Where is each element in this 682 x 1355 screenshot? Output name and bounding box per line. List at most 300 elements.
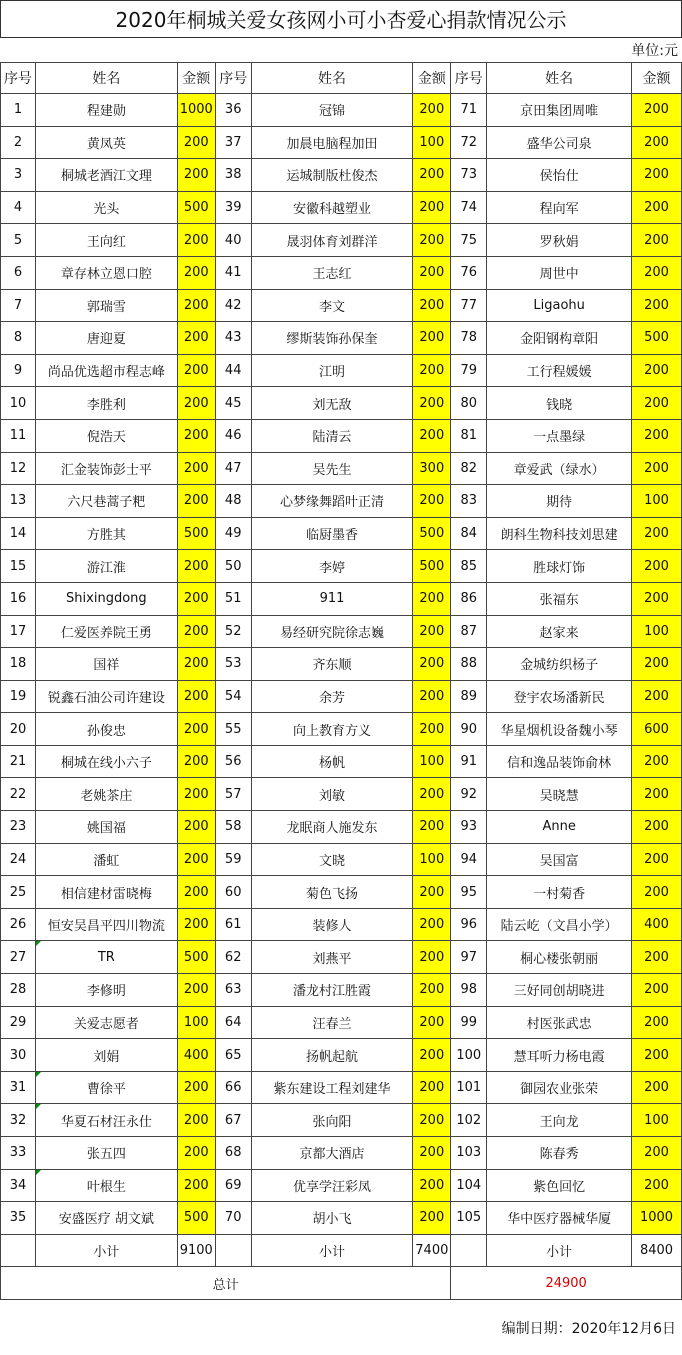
serial-cell: 15 bbox=[1, 550, 36, 583]
serial-cell: 38 bbox=[215, 159, 251, 192]
amount-cell: 200 bbox=[177, 615, 215, 648]
amount-cell: 1000 bbox=[632, 1202, 682, 1235]
name-cell: 三好同创胡晓进 bbox=[487, 974, 632, 1007]
table-row bbox=[1, 126, 682, 159]
serial-cell: 25 bbox=[1, 876, 36, 909]
amount-cell: 200 bbox=[632, 974, 682, 1007]
serial-cell: 80 bbox=[451, 387, 487, 420]
amount-cell: 200 bbox=[632, 354, 682, 387]
name-cell: 孙俊忠 bbox=[35, 713, 177, 746]
serial-cell: 34 bbox=[1, 1169, 36, 1202]
blank-cell bbox=[1, 1234, 36, 1267]
serial-cell: 59 bbox=[215, 843, 251, 876]
name-cell: 罗秋娟 bbox=[487, 224, 632, 257]
name-cell: Anne bbox=[487, 811, 632, 844]
table-row bbox=[1, 778, 682, 811]
column-header: 姓名 bbox=[35, 63, 177, 94]
amount-cell: 200 bbox=[177, 1169, 215, 1202]
serial-cell: 84 bbox=[451, 517, 487, 550]
amount-cell: 200 bbox=[177, 876, 215, 909]
amount-cell: 200 bbox=[413, 1137, 451, 1170]
name-cell: 唐迎夏 bbox=[35, 322, 177, 355]
amount-cell: 200 bbox=[632, 778, 682, 811]
name-cell: 金城纺织杨子 bbox=[487, 648, 632, 681]
column-header: 序号 bbox=[215, 63, 251, 94]
table-row bbox=[1, 876, 682, 909]
table-row bbox=[1, 485, 682, 518]
name-cell: 曹徐平 bbox=[35, 1071, 177, 1104]
serial-cell: 51 bbox=[215, 582, 251, 615]
serial-cell: 30 bbox=[1, 1039, 36, 1072]
amount-cell: 100 bbox=[632, 485, 682, 518]
amount-cell: 200 bbox=[632, 94, 682, 127]
name-cell: 信和逸品装饰俞林 bbox=[487, 745, 632, 778]
serial-cell: 99 bbox=[451, 1006, 487, 1039]
name-cell: 黄凤英 bbox=[35, 126, 177, 159]
table-row bbox=[1, 354, 682, 387]
name-cell: 临厨墨香 bbox=[251, 517, 413, 550]
amount-cell: 200 bbox=[632, 191, 682, 224]
serial-cell: 96 bbox=[451, 908, 487, 941]
name-cell: 金阳钢构章阳 bbox=[487, 322, 632, 355]
serial-cell: 45 bbox=[215, 387, 251, 420]
name-cell: 潘龙村江胜霞 bbox=[251, 974, 413, 1007]
name-cell: 张向阳 bbox=[251, 1104, 413, 1137]
amount-cell: 200 bbox=[177, 419, 215, 452]
table-row bbox=[1, 713, 682, 746]
name-cell: 冠锦 bbox=[251, 94, 413, 127]
serial-cell: 11 bbox=[1, 419, 36, 452]
amount-cell: 200 bbox=[413, 94, 451, 127]
name-cell: 六尺巷蒿子粑 bbox=[35, 485, 177, 518]
name-cell: 登宇农场潘新民 bbox=[487, 680, 632, 713]
name-cell: 一村菊香 bbox=[487, 876, 632, 909]
column-header: 姓名 bbox=[487, 63, 632, 94]
total-label: 总计 bbox=[1, 1267, 451, 1300]
table-row bbox=[1, 745, 682, 778]
amount-cell: 200 bbox=[177, 1104, 215, 1137]
name-cell: 御园农业张荣 bbox=[487, 1071, 632, 1104]
total-value: 24900 bbox=[451, 1267, 682, 1300]
name-cell: 老姚茶庄 bbox=[35, 778, 177, 811]
name-cell: Ligaohu bbox=[487, 289, 632, 322]
table-row bbox=[1, 191, 682, 224]
name-cell: 加晨电脑程加田 bbox=[251, 126, 413, 159]
serial-cell: 105 bbox=[451, 1202, 487, 1235]
subtotal-label: 小计 bbox=[251, 1234, 413, 1267]
serial-cell: 69 bbox=[215, 1169, 251, 1202]
name-cell: 郭瑞雪 bbox=[35, 289, 177, 322]
name-cell: 陈春秀 bbox=[487, 1137, 632, 1170]
serial-cell: 83 bbox=[451, 485, 487, 518]
comment-marker-icon bbox=[36, 941, 41, 946]
serial-cell: 22 bbox=[1, 778, 36, 811]
name-cell: 张五四 bbox=[35, 1137, 177, 1170]
amount-cell: 200 bbox=[413, 289, 451, 322]
amount-cell: 200 bbox=[413, 582, 451, 615]
name-cell: 安徽科越塑业 bbox=[251, 191, 413, 224]
name-cell: 紫东建设工程刘建华 bbox=[251, 1071, 413, 1104]
amount-cell: 100 bbox=[413, 745, 451, 778]
serial-cell: 21 bbox=[1, 745, 36, 778]
amount-cell: 200 bbox=[632, 159, 682, 192]
name-cell: 慧耳听力杨电霞 bbox=[487, 1039, 632, 1072]
name-cell: 陆清云 bbox=[251, 419, 413, 452]
subtotal-label: 小计 bbox=[487, 1234, 632, 1267]
column-header: 序号 bbox=[1, 63, 36, 94]
name-cell: 扬帆起航 bbox=[251, 1039, 413, 1072]
name-cell: Shixingdong bbox=[35, 582, 177, 615]
compile-date: 编制日期：2020年12月6日 bbox=[501, 1321, 676, 1337]
serial-cell: 53 bbox=[215, 648, 251, 681]
amount-cell: 200 bbox=[632, 550, 682, 583]
serial-cell: 67 bbox=[215, 1104, 251, 1137]
serial-cell: 62 bbox=[215, 941, 251, 974]
amount-cell: 200 bbox=[632, 256, 682, 289]
serial-cell: 85 bbox=[451, 550, 487, 583]
serial-cell: 36 bbox=[215, 94, 251, 127]
name-cell: 胜球灯饰 bbox=[487, 550, 632, 583]
amount-cell: 200 bbox=[413, 1169, 451, 1202]
name-cell: 易经研究院徐志巍 bbox=[251, 615, 413, 648]
amount-cell: 200 bbox=[413, 322, 451, 355]
name-cell: 倪浩天 bbox=[35, 419, 177, 452]
amount-cell: 200 bbox=[177, 322, 215, 355]
amount-cell: 200 bbox=[413, 811, 451, 844]
amount-cell: 200 bbox=[177, 1071, 215, 1104]
name-cell: 刘娟 bbox=[35, 1039, 177, 1072]
amount-cell: 200 bbox=[413, 159, 451, 192]
amount-cell: 200 bbox=[177, 289, 215, 322]
serial-cell: 94 bbox=[451, 843, 487, 876]
serial-cell: 41 bbox=[215, 256, 251, 289]
amount-cell: 200 bbox=[413, 974, 451, 1007]
name-cell: 桐心楼张朝丽 bbox=[487, 941, 632, 974]
serial-cell: 95 bbox=[451, 876, 487, 909]
serial-cell: 4 bbox=[1, 191, 36, 224]
serial-cell: 104 bbox=[451, 1169, 487, 1202]
serial-cell: 89 bbox=[451, 680, 487, 713]
serial-cell: 86 bbox=[451, 582, 487, 615]
amount-cell: 200 bbox=[413, 419, 451, 452]
header-row bbox=[1, 63, 682, 94]
amount-cell: 500 bbox=[177, 941, 215, 974]
serial-cell: 77 bbox=[451, 289, 487, 322]
name-cell: 心梦缘舞蹈叶正清 bbox=[251, 485, 413, 518]
amount-cell: 200 bbox=[413, 1006, 451, 1039]
subtotal-label: 小计 bbox=[35, 1234, 177, 1267]
subtotal-row bbox=[1, 1234, 682, 1267]
amount-cell: 200 bbox=[177, 582, 215, 615]
name-cell: 光头 bbox=[35, 191, 177, 224]
serial-cell: 10 bbox=[1, 387, 36, 420]
name-cell: 刘敏 bbox=[251, 778, 413, 811]
amount-cell: 200 bbox=[177, 908, 215, 941]
name-cell: 锐鑫石油公司许建设 bbox=[35, 680, 177, 713]
amount-cell: 200 bbox=[177, 550, 215, 583]
serial-cell: 79 bbox=[451, 354, 487, 387]
amount-cell: 200 bbox=[177, 224, 215, 257]
amount-cell: 100 bbox=[177, 1006, 215, 1039]
serial-cell: 72 bbox=[451, 126, 487, 159]
name-cell: 游江淮 bbox=[35, 550, 177, 583]
amount-cell: 200 bbox=[413, 485, 451, 518]
name-cell: 赵家来 bbox=[487, 615, 632, 648]
serial-cell: 52 bbox=[215, 615, 251, 648]
table-row bbox=[1, 224, 682, 257]
amount-cell: 200 bbox=[177, 778, 215, 811]
amount-cell: 200 bbox=[413, 680, 451, 713]
name-cell: 齐东顺 bbox=[251, 648, 413, 681]
name-cell: 姚国福 bbox=[35, 811, 177, 844]
table-row bbox=[1, 1071, 682, 1104]
serial-cell: 65 bbox=[215, 1039, 251, 1072]
table-row bbox=[1, 322, 682, 355]
donation-table bbox=[0, 62, 682, 1300]
table-row bbox=[1, 1039, 682, 1072]
serial-cell: 93 bbox=[451, 811, 487, 844]
name-cell: 京田集团周唯 bbox=[487, 94, 632, 127]
serial-cell: 43 bbox=[215, 322, 251, 355]
column-header: 金额 bbox=[177, 63, 215, 94]
name-cell: 关爱志愿者 bbox=[35, 1006, 177, 1039]
serial-cell: 60 bbox=[215, 876, 251, 909]
name-cell: 菊色飞扬 bbox=[251, 876, 413, 909]
amount-cell: 200 bbox=[632, 648, 682, 681]
amount-cell: 200 bbox=[177, 485, 215, 518]
amount-cell: 200 bbox=[177, 256, 215, 289]
amount-cell: 200 bbox=[632, 843, 682, 876]
amount-cell: 200 bbox=[632, 680, 682, 713]
serial-cell: 82 bbox=[451, 452, 487, 485]
serial-cell: 66 bbox=[215, 1071, 251, 1104]
serial-cell: 54 bbox=[215, 680, 251, 713]
amount-cell: 200 bbox=[413, 387, 451, 420]
name-cell: 钱晓 bbox=[487, 387, 632, 420]
name-cell: 优享学汪彩凤 bbox=[251, 1169, 413, 1202]
table-row bbox=[1, 289, 682, 322]
name-cell: 相信建材雷晓梅 bbox=[35, 876, 177, 909]
name-cell: 盛华公司泉 bbox=[487, 126, 632, 159]
serial-cell: 97 bbox=[451, 941, 487, 974]
amount-cell: 500 bbox=[413, 550, 451, 583]
name-cell: 章爱武（绿水） bbox=[487, 452, 632, 485]
table-row bbox=[1, 1137, 682, 1170]
sheet-title: 2020年桐城关爱女孩网小可小杏爱心捐款情况公示 bbox=[0, 0, 682, 38]
name-cell: 杨帆 bbox=[251, 745, 413, 778]
serial-cell: 90 bbox=[451, 713, 487, 746]
name-cell: 程向军 bbox=[487, 191, 632, 224]
serial-cell: 29 bbox=[1, 1006, 36, 1039]
amount-cell: 200 bbox=[413, 615, 451, 648]
amount-cell: 100 bbox=[632, 615, 682, 648]
name-cell: 吴先生 bbox=[251, 452, 413, 485]
serial-cell: 56 bbox=[215, 745, 251, 778]
subtotal-value: 9100 bbox=[177, 1234, 215, 1267]
name-cell: 村医张武忠 bbox=[487, 1006, 632, 1039]
table-row bbox=[1, 387, 682, 420]
serial-cell: 19 bbox=[1, 680, 36, 713]
amount-cell: 200 bbox=[632, 745, 682, 778]
serial-cell: 98 bbox=[451, 974, 487, 1007]
name-cell: 恒安吴昌平四川物流 bbox=[35, 908, 177, 941]
table-row bbox=[1, 1202, 682, 1235]
amount-cell: 200 bbox=[413, 778, 451, 811]
name-cell: 运城制版杜俊杰 bbox=[251, 159, 413, 192]
column-header: 序号 bbox=[451, 63, 487, 94]
serial-cell: 33 bbox=[1, 1137, 36, 1170]
name-cell: 王志红 bbox=[251, 256, 413, 289]
serial-cell: 50 bbox=[215, 550, 251, 583]
table-row bbox=[1, 1104, 682, 1137]
name-cell: 叶根生 bbox=[35, 1169, 177, 1202]
serial-cell: 9 bbox=[1, 354, 36, 387]
serial-cell: 28 bbox=[1, 974, 36, 1007]
table-row bbox=[1, 94, 682, 127]
table-row bbox=[1, 159, 682, 192]
table-row bbox=[1, 908, 682, 941]
table-row bbox=[1, 550, 682, 583]
name-cell: 汪春兰 bbox=[251, 1006, 413, 1039]
serial-cell: 71 bbox=[451, 94, 487, 127]
name-cell: 朗科生物科技刘思建 bbox=[487, 517, 632, 550]
amount-cell: 200 bbox=[632, 811, 682, 844]
amount-cell: 200 bbox=[632, 1071, 682, 1104]
amount-cell: 200 bbox=[632, 1006, 682, 1039]
name-cell: 胡小飞 bbox=[251, 1202, 413, 1235]
amount-cell: 200 bbox=[413, 713, 451, 746]
name-cell: 桐城老酒江文理 bbox=[35, 159, 177, 192]
name-cell: 桐城在线小六子 bbox=[35, 745, 177, 778]
amount-cell: 200 bbox=[632, 289, 682, 322]
amount-cell: 200 bbox=[177, 452, 215, 485]
table-row bbox=[1, 452, 682, 485]
amount-cell: 200 bbox=[413, 354, 451, 387]
table-row bbox=[1, 419, 682, 452]
amount-cell: 200 bbox=[632, 126, 682, 159]
amount-cell: 200 bbox=[413, 876, 451, 909]
serial-cell: 100 bbox=[451, 1039, 487, 1072]
subtotal-value: 7400 bbox=[413, 1234, 451, 1267]
serial-cell: 92 bbox=[451, 778, 487, 811]
serial-cell: 63 bbox=[215, 974, 251, 1007]
name-cell: 方胜其 bbox=[35, 517, 177, 550]
amount-cell: 100 bbox=[632, 1104, 682, 1137]
name-cell: 周世中 bbox=[487, 256, 632, 289]
serial-cell: 16 bbox=[1, 582, 36, 615]
serial-cell: 49 bbox=[215, 517, 251, 550]
table-row bbox=[1, 582, 682, 615]
table-row bbox=[1, 648, 682, 681]
amount-cell: 400 bbox=[632, 908, 682, 941]
table-row bbox=[1, 843, 682, 876]
comment-marker-icon bbox=[36, 1170, 41, 1175]
serial-cell: 91 bbox=[451, 745, 487, 778]
serial-cell: 12 bbox=[1, 452, 36, 485]
amount-cell: 200 bbox=[177, 843, 215, 876]
serial-cell: 78 bbox=[451, 322, 487, 355]
table-row bbox=[1, 941, 682, 974]
column-header: 姓名 bbox=[251, 63, 413, 94]
amount-cell: 200 bbox=[632, 1137, 682, 1170]
serial-cell: 74 bbox=[451, 191, 487, 224]
amount-cell: 200 bbox=[413, 941, 451, 974]
amount-cell: 200 bbox=[177, 387, 215, 420]
amount-cell: 200 bbox=[177, 680, 215, 713]
name-cell: 王向红 bbox=[35, 224, 177, 257]
amount-cell: 200 bbox=[632, 452, 682, 485]
name-cell: 李婷 bbox=[251, 550, 413, 583]
amount-cell: 200 bbox=[177, 811, 215, 844]
name-cell: 国祥 bbox=[35, 648, 177, 681]
amount-cell: 200 bbox=[177, 354, 215, 387]
serial-cell: 55 bbox=[215, 713, 251, 746]
name-cell: 吴晓慧 bbox=[487, 778, 632, 811]
amount-cell: 200 bbox=[632, 517, 682, 550]
amount-cell: 200 bbox=[632, 419, 682, 452]
serial-cell: 73 bbox=[451, 159, 487, 192]
blank-cell bbox=[215, 1234, 251, 1267]
serial-cell: 2 bbox=[1, 126, 36, 159]
name-cell: 京都大酒店 bbox=[251, 1137, 413, 1170]
name-cell: 汇金装饰彭士平 bbox=[35, 452, 177, 485]
amount-cell: 100 bbox=[413, 126, 451, 159]
serial-cell: 102 bbox=[451, 1104, 487, 1137]
amount-cell: 200 bbox=[177, 713, 215, 746]
total-row bbox=[1, 1267, 682, 1300]
serial-cell: 6 bbox=[1, 256, 36, 289]
serial-cell: 76 bbox=[451, 256, 487, 289]
name-cell: 华星烟机设备魏小琴 bbox=[487, 713, 632, 746]
name-cell: 张福东 bbox=[487, 582, 632, 615]
name-cell: 余芳 bbox=[251, 680, 413, 713]
amount-cell: 200 bbox=[632, 387, 682, 420]
name-cell: 尚品优选超市程志峰 bbox=[35, 354, 177, 387]
amount-cell: 200 bbox=[632, 941, 682, 974]
amount-cell: 200 bbox=[632, 224, 682, 257]
serial-cell: 23 bbox=[1, 811, 36, 844]
table-row bbox=[1, 680, 682, 713]
serial-cell: 103 bbox=[451, 1137, 487, 1170]
table-row bbox=[1, 811, 682, 844]
table-row bbox=[1, 974, 682, 1007]
serial-cell: 5 bbox=[1, 224, 36, 257]
name-cell: 华中医疗器械华厦 bbox=[487, 1202, 632, 1235]
serial-cell: 88 bbox=[451, 648, 487, 681]
amount-cell: 200 bbox=[413, 1202, 451, 1235]
name-cell: 王向龙 bbox=[487, 1104, 632, 1137]
amount-cell: 200 bbox=[413, 908, 451, 941]
name-cell: 程建勋 bbox=[35, 94, 177, 127]
serial-cell: 68 bbox=[215, 1137, 251, 1170]
serial-cell: 57 bbox=[215, 778, 251, 811]
amount-cell: 100 bbox=[413, 843, 451, 876]
name-cell: 李文 bbox=[251, 289, 413, 322]
amount-cell: 200 bbox=[177, 974, 215, 1007]
name-cell: 潘虹 bbox=[35, 843, 177, 876]
amount-cell: 200 bbox=[632, 876, 682, 909]
name-cell: 缪斯装饰孙保奎 bbox=[251, 322, 413, 355]
amount-cell: 200 bbox=[177, 126, 215, 159]
amount-cell: 200 bbox=[413, 256, 451, 289]
subtotal-value: 8400 bbox=[632, 1234, 682, 1267]
serial-cell: 87 bbox=[451, 615, 487, 648]
amount-cell: 400 bbox=[177, 1039, 215, 1072]
name-cell: 吴国富 bbox=[487, 843, 632, 876]
name-cell: 刘燕平 bbox=[251, 941, 413, 974]
amount-cell: 200 bbox=[413, 648, 451, 681]
amount-cell: 500 bbox=[177, 191, 215, 224]
